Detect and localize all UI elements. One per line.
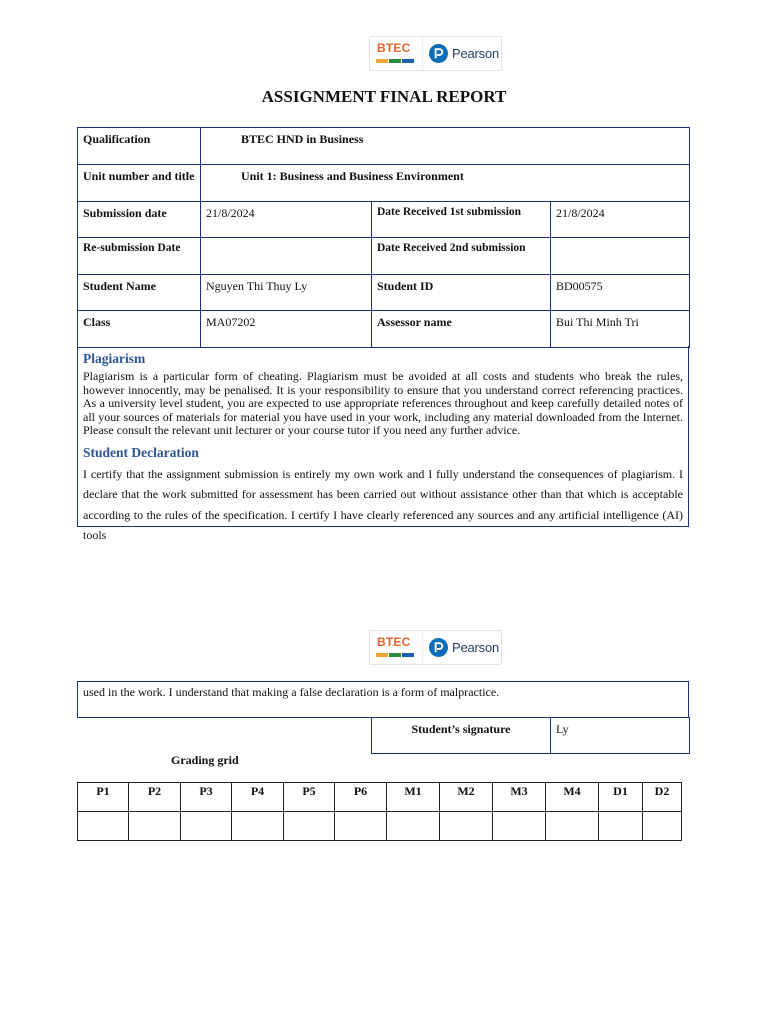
class-label: Class: [78, 311, 201, 348]
table-row: [78, 275, 690, 311]
grade-header-d1: D1: [599, 783, 643, 812]
plagiarism-declaration-box: [77, 346, 689, 542]
grading-value-row: [78, 812, 682, 841]
grading-header-row: [78, 783, 682, 812]
grade-header-p4: P4: [232, 783, 284, 812]
grade-header-p3: P3: [181, 783, 232, 812]
table-row: [78, 311, 690, 348]
grade-cell: [181, 812, 232, 841]
grade-header-p2: P2: [129, 783, 181, 812]
pearson-logo: [423, 638, 499, 657]
pearson-p-icon: [429, 638, 448, 657]
grade-cell: [129, 812, 181, 841]
date-received-1-value: 21/8/2024: [551, 202, 690, 238]
grade-header-m1: M1: [387, 783, 440, 812]
grade-header-p6: P6: [335, 783, 387, 812]
signature-value: Ly: [551, 718, 690, 754]
student-id-value: BD00575: [551, 275, 690, 311]
table-row: [372, 718, 690, 754]
class-value: MA07202: [201, 311, 372, 348]
qualification-label: Qualification: [78, 128, 201, 165]
page-title: ASSIGNMENT FINAL REPORT: [261, 87, 507, 106]
pearson-logo: [423, 44, 499, 63]
grade-cell: [78, 812, 129, 841]
grade-cell: [599, 812, 643, 841]
grade-header-p5: P5: [284, 783, 335, 812]
signature-table: [371, 717, 690, 754]
pearson-logo-text: Pearson: [452, 46, 500, 61]
btec-logo: [370, 631, 423, 664]
btec-logo-text: BTEC: [377, 41, 411, 55]
date-received-1-label: Date Received 1st submission: [372, 202, 551, 238]
date-received-2-label: Date Received 2nd submission: [372, 238, 551, 275]
resubmission-date-value: [201, 238, 372, 275]
declaration-continuation: [77, 681, 689, 718]
submission-date-label: Submission date: [78, 202, 201, 238]
unit-label: Unit number and title: [78, 165, 201, 202]
grade-header-d2: D2: [643, 783, 682, 812]
plagiarism-text: Plagiarism is a particular form of cheating. Plagiarism must be avoided at all costs and students who break the rules, however innocently, may be penalised. It is your responsibility to ensure that you understand correct referencing practices. As a university level student, you are expected to use appropriate references throughout and keep carefully detailed notes of all your sources of materials for material you have used in your work, including any material downloaded from the Internet. Please consult the relevant unit lecturer or your course tutor if you need any further advice.: [83, 369, 683, 437]
student-name-value: Nguyen Thi Thuy Ly: [201, 275, 372, 311]
student-name-label: Student Name: [78, 275, 201, 311]
pearson-logo-text: Pearson: [452, 640, 500, 655]
declaration-text: I certify that the assignment submission is entirely my own work and I fully understand the consequences of plagiarism. I declare that the work submitted for assessment has been carried out without assistance other than that which is acceptable according to the rules of the specification. I certify I have clearly referenced any sources and any artificial intelligence (AI) tools: [83, 466, 683, 542]
grade-header-m3: M3: [493, 783, 546, 812]
assignment-info-table: [77, 127, 690, 348]
btec-logo: [370, 37, 423, 70]
grade-cell: [232, 812, 284, 841]
pearson-p-icon: [429, 44, 448, 63]
unit-value: Unit 1: Business and Business Environment: [201, 165, 690, 202]
declaration-continuation-text: used in the work. I understand that making a false declaration is a form of malpractice.: [83, 685, 500, 699]
page2-header-logo: [369, 630, 502, 665]
grading-grid-label: Grading grid: [171, 753, 239, 767]
grading-grid-table: [77, 782, 682, 841]
btec-logo-stripe: [376, 59, 414, 64]
grade-header-p1: P1: [78, 783, 129, 812]
assessor-value: Bui Thi Minh Tri: [551, 311, 690, 348]
table-row: [78, 202, 690, 238]
table-row: [78, 238, 690, 275]
grade-cell: [335, 812, 387, 841]
grade-header-m4: M4: [546, 783, 599, 812]
submission-date-value: 21/8/2024: [201, 202, 372, 238]
btec-logo-stripe: [376, 653, 414, 658]
grade-cell: [284, 812, 335, 841]
grade-cell: [387, 812, 440, 841]
table-row: [78, 165, 690, 202]
date-received-2-value: [551, 238, 690, 275]
qualification-value: BTEC HND in Business: [201, 128, 690, 165]
student-id-label: Student ID: [372, 275, 551, 311]
declaration-heading: Student Declaration: [83, 444, 199, 460]
plagiarism-heading: Plagiarism: [83, 351, 146, 366]
resubmission-date-label: Re-submission Date: [78, 238, 201, 275]
assessor-label: Assessor name: [372, 311, 551, 348]
signature-label: Student’s signature: [372, 718, 551, 754]
grade-cell: [643, 812, 682, 841]
grade-header-m2: M2: [440, 783, 493, 812]
table-row: [78, 128, 690, 165]
btec-logo-text: BTEC: [377, 635, 411, 649]
header-logo: [369, 36, 502, 71]
grade-cell: [440, 812, 493, 841]
grade-cell: [546, 812, 599, 841]
grade-cell: [493, 812, 546, 841]
